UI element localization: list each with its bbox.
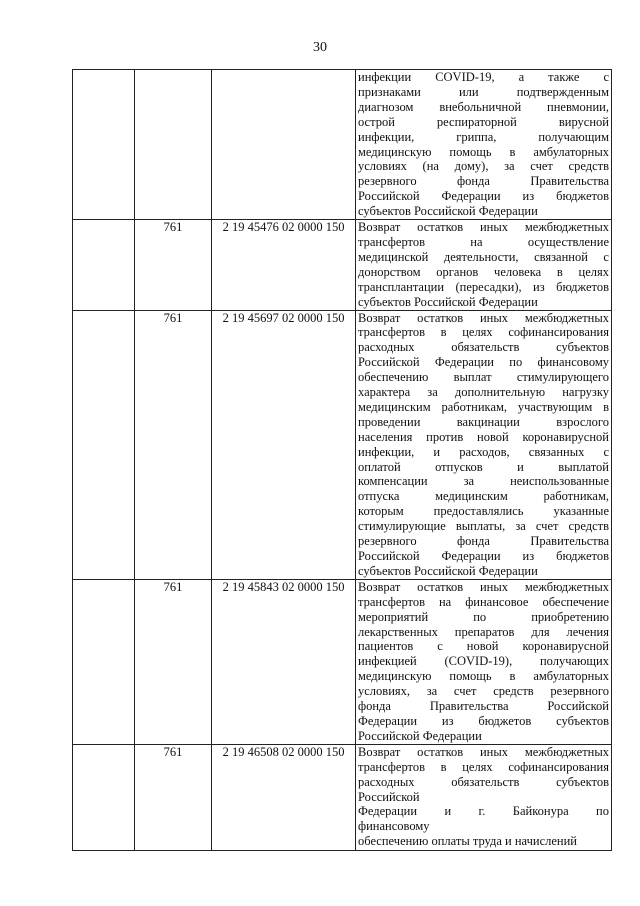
description-line: фонда Правительства Российской: [358, 699, 609, 714]
admin-code-cell: [135, 70, 212, 220]
budget-code-cell: 2 19 45843 02 0000 150: [212, 579, 356, 744]
description-line: медицинской деятельности, связанной с: [358, 249, 609, 264]
description-line: Российской Федерации из бюджетов: [358, 189, 609, 204]
description-line: Возврат остатков иных межбюджетных: [358, 744, 609, 759]
description-line: субъектов Российской Федерации: [358, 563, 538, 578]
description-line: проведении вакцинации взрослого: [358, 414, 609, 429]
description-line: Российской: [358, 789, 420, 804]
blank-column-cell: [73, 70, 135, 220]
table-row: [73, 70, 612, 220]
description-line: мероприятий по приобретению: [358, 609, 609, 624]
blank-column-cell: [73, 220, 135, 310]
blank-column-cell: [73, 744, 135, 850]
description-line: медицинским работникам, участвующим в: [358, 399, 609, 414]
description-line: расходных обязательств субъектов: [358, 340, 609, 355]
description-line: инфекцией (COVID-19), получающих: [358, 654, 609, 669]
description-line: Российской Федерации: [358, 728, 482, 743]
description-line: Возврат остатков иных межбюджетных: [358, 310, 609, 325]
description-line: трансфертов на финансовое обеспечение: [358, 594, 609, 609]
description-line: диагнозом внебольничной пневмонии,: [358, 99, 609, 114]
admin-code-cell: 761: [135, 579, 212, 744]
admin-code-cell: 761: [135, 310, 212, 579]
page-number: 30: [313, 40, 327, 55]
description-cell: [356, 310, 612, 579]
description-line: лекарственных препаратов для лечения: [358, 624, 609, 639]
description-line: компенсации за неиспользованные: [358, 474, 609, 489]
description-line: медицинскую помощь в амбулаторных: [358, 144, 609, 159]
description-line: Федерации из бюджетов субъектов: [358, 713, 609, 728]
description-line: Федерации и г. Байконура по: [358, 804, 609, 819]
description-line: инфекции, и расходов, связанных с: [358, 444, 609, 459]
description-line: Российской Федерации из бюджетов: [358, 549, 609, 563]
description-line: резервного фонда Правительства: [358, 534, 609, 549]
description-line: субъектов Российской Федерации: [358, 294, 538, 309]
description-line: субъектов Российской Федерации: [358, 204, 538, 219]
description-line: Российской Федерации по финансовому: [358, 355, 609, 370]
description-line: острой респираторной вирусной: [358, 114, 609, 129]
budget-code-cell: 2 19 45697 02 0000 150: [212, 310, 356, 579]
description-line: которым предоставлялись указанные: [358, 504, 609, 519]
description-cell: [356, 220, 612, 310]
description-line: инфекции COVID-19, а также с: [358, 70, 609, 84]
blank-column-cell: [73, 310, 135, 579]
budget-code-cell: 2 19 46508 02 0000 150: [212, 744, 356, 850]
budget-code-cell: 2 19 45476 02 0000 150: [212, 220, 356, 310]
description-line: донорством органов человека в целях: [358, 264, 609, 279]
description-line: характера за дополнительную нагрузку: [358, 385, 609, 400]
budget-classification-table: [72, 69, 612, 851]
description-line: обеспечению выплат стимулирующего: [358, 370, 609, 385]
description-line: населения против новой коронавирусной: [358, 429, 609, 444]
description-line: трансфертов в целях софинансирования: [358, 759, 609, 774]
description-line: пациентов с новой коронавирусной: [358, 639, 609, 654]
budget-code-cell: [212, 70, 356, 220]
description-line: резервного фонда Правительства: [358, 174, 609, 189]
description-cell: [356, 70, 612, 220]
description-line: медицинскую помощь в амбулаторных: [358, 669, 609, 684]
description-line: условиях, за счет средств резервного: [358, 684, 609, 699]
description-cell: [356, 744, 612, 850]
description-line: признаками или подтвержденным: [358, 84, 609, 99]
description-line: Возврат остатков иных межбюджетных: [358, 220, 609, 235]
admin-code-cell: 761: [135, 220, 212, 310]
description-line: Возврат остатков иных межбюджетных: [358, 579, 609, 594]
table-row: [73, 310, 612, 579]
description-line: обеспечению оплаты труда и начислений: [358, 834, 577, 849]
description-line: отпуска медицинским работникам,: [358, 489, 609, 504]
description-line: инфекции, гриппа, получающим: [358, 129, 609, 144]
description-line: расходных обязательств субъектов: [358, 774, 609, 789]
admin-code-cell: 761: [135, 744, 212, 850]
description-line: оплатой отпусков и выплатой: [358, 459, 609, 474]
description-line: условиях (на дому), за счет средств: [358, 159, 609, 174]
description-cell: [356, 579, 612, 744]
description-line: финансовому: [358, 819, 430, 834]
description-line: трансплантации (пересадки), из бюджетов: [358, 279, 609, 294]
table-row: [73, 744, 612, 850]
table-row: [73, 579, 612, 744]
description-line: стимулирующие выплаты, за счет средств: [358, 519, 609, 534]
description-line: трансфертов на осуществление: [358, 234, 609, 249]
blank-column-cell: [73, 579, 135, 744]
table-row: [73, 220, 612, 310]
description-line: трансфертов в целях софинансирования: [358, 325, 609, 340]
